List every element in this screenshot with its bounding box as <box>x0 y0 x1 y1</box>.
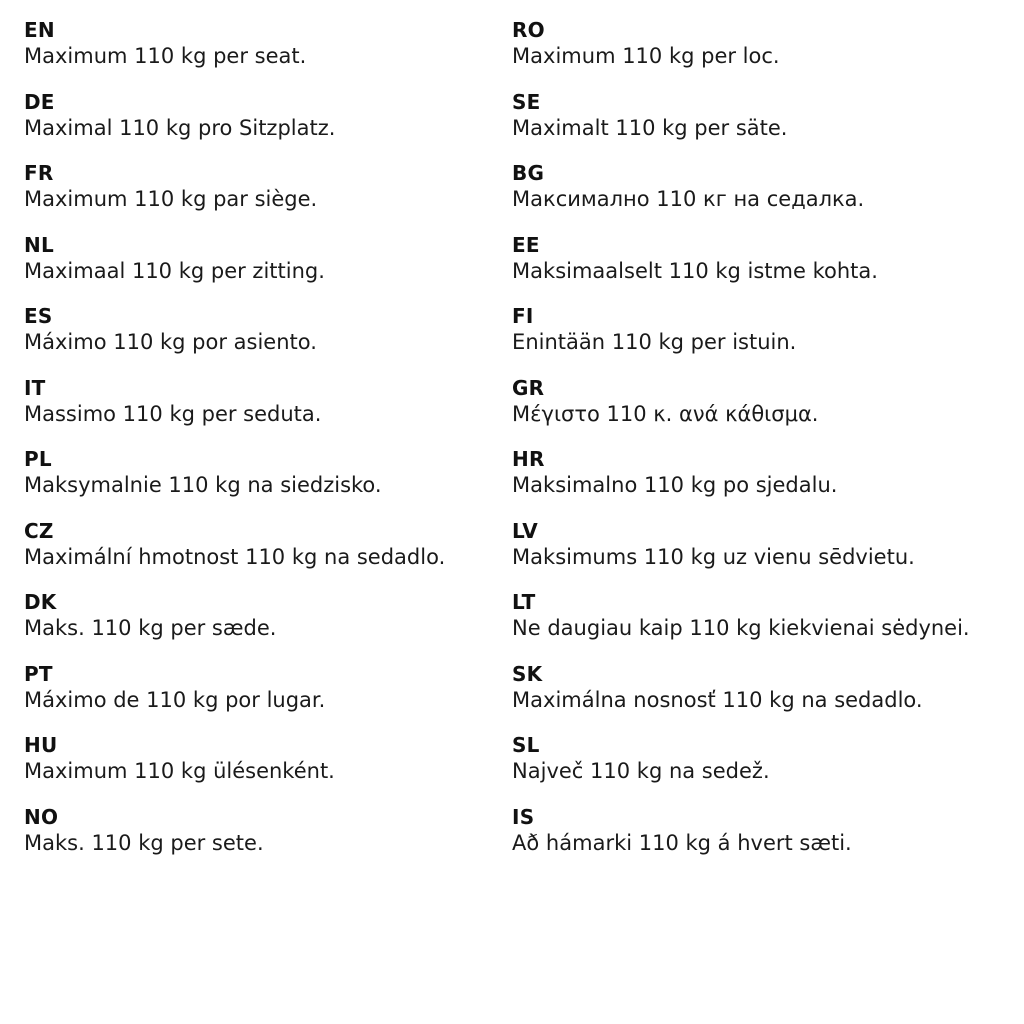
list-item <box>512 304 1000 356</box>
list-item <box>24 376 502 428</box>
list-item <box>512 662 1000 714</box>
list-item <box>24 519 502 571</box>
language-code: LV <box>512 518 538 543</box>
language-code: FR <box>24 161 54 185</box>
list-item <box>24 805 502 857</box>
language-text: Maximalt 110 kg per säte. <box>512 115 788 140</box>
language-text: Máximo 110 kg por asiento. <box>24 330 317 354</box>
language-text: Maximal 110 kg pro Sitzplatz. <box>24 115 336 140</box>
list-item <box>24 90 502 142</box>
list-item <box>512 161 1000 213</box>
list-item <box>512 376 1000 428</box>
language-text: Að hámarki 110 kg á hvert sæti. <box>512 830 852 855</box>
list-item <box>24 590 502 642</box>
language-code: CZ <box>24 518 54 543</box>
language-code: PT <box>24 661 53 686</box>
language-text: Maksimalno 110 kg po sjedalu. <box>512 473 838 497</box>
language-code: GR <box>512 375 545 400</box>
language-text: Maximum 110 kg par siège. <box>24 187 318 211</box>
list-item <box>24 447 502 499</box>
language-text: Μέγιστο 110 κ. ανά κάθισμα. <box>512 401 819 426</box>
language-text: Maksimaalselt 110 kg istme kohta. <box>512 258 878 283</box>
language-text: Maks. 110 kg per sæde. <box>24 616 277 640</box>
list-item <box>24 233 502 285</box>
language-code: DE <box>24 89 55 114</box>
list-item <box>24 304 502 356</box>
list-item <box>512 233 1000 285</box>
language-code: HR <box>512 447 545 471</box>
language-text: Максимално 110 кг на седалка. <box>512 187 865 211</box>
list-item <box>512 805 1000 857</box>
language-code: FI <box>512 304 534 328</box>
list-item <box>512 90 1000 142</box>
language-code: EE <box>512 232 540 257</box>
list-item <box>512 519 1000 571</box>
language-text: Maximální hmotnost 110 kg na sedadlo. <box>24 544 446 569</box>
language-code: BG <box>512 161 545 185</box>
language-text: Maks. 110 kg per sete. <box>24 830 264 855</box>
left-column <box>24 18 512 857</box>
language-text: Enintään 110 kg per istuin. <box>512 330 797 354</box>
list-item <box>24 662 502 714</box>
language-code: NL <box>24 232 54 257</box>
language-code: LT <box>512 590 536 614</box>
list-item <box>512 18 1000 70</box>
language-text: Maximaal 110 kg per zitting. <box>24 258 325 283</box>
language-code: RO <box>512 18 545 42</box>
language-text: Massimo 110 kg per seduta. <box>24 401 322 426</box>
language-text: Maximum 110 kg per seat. <box>24 44 307 68</box>
language-text: Maksymalnie 110 kg na siedzisko. <box>24 473 382 497</box>
right-column <box>512 18 1000 857</box>
list-item <box>512 447 1000 499</box>
language-code: DK <box>24 590 57 614</box>
list-item <box>512 590 1000 642</box>
language-code: ES <box>24 304 53 328</box>
language-code: HU <box>24 733 58 757</box>
language-code: IT <box>24 375 46 400</box>
list-item <box>24 161 502 213</box>
list-item <box>24 733 502 785</box>
language-text: Maksimums 110 kg uz vienu sēdvietu. <box>512 544 915 569</box>
language-code: NO <box>24 804 59 829</box>
language-code: SL <box>512 733 540 757</box>
language-text: Máximo de 110 kg por lugar. <box>24 687 326 712</box>
language-text: Največ 110 kg na sedež. <box>512 759 770 783</box>
language-code: SK <box>512 661 543 686</box>
language-text: Maximum 110 kg ülésenként. <box>24 759 335 783</box>
language-code: EN <box>24 18 55 42</box>
language-code: SE <box>512 89 541 114</box>
language-code: IS <box>512 804 535 829</box>
language-text: Maximum 110 kg per loc. <box>512 44 780 68</box>
language-text: Maximálna nosnosť 110 kg na sedadlo. <box>512 687 923 712</box>
language-text: Ne daugiau kaip 110 kg kiekvienai sėdynei. <box>512 616 970 640</box>
list-item <box>24 18 502 70</box>
language-code: PL <box>24 447 52 471</box>
list-item <box>512 733 1000 785</box>
